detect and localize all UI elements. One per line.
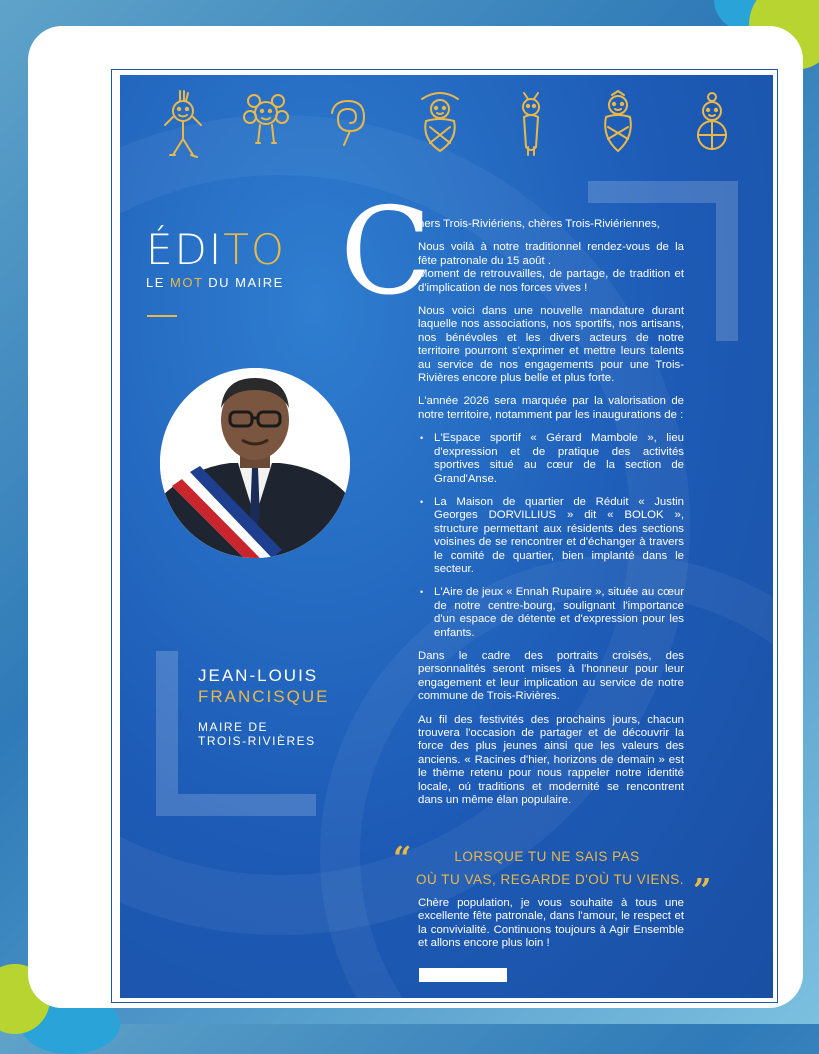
signature-placeholder bbox=[419, 968, 507, 982]
letter-paragraph: L'année 2026 sera marquée par la valorisation de notre territoire, notamment par les inaugurations de : bbox=[418, 395, 684, 421]
letter-paragraph: Nous voici dans une nouvelle mandature durant laquelle nos associations, nos sportifs, nos artisans, nos bénévoles et les divers acteurs de notre territoire pourront s'exprimer et mettre leurs talents au service de nos engagements pour une Trois-Rivières encore plus belle et plus forte. bbox=[418, 305, 684, 385]
letter-body bbox=[418, 218, 684, 817]
edito-subtitle: LE MOT DU MAIRE bbox=[146, 275, 284, 290]
letter-greeting: hers Trois-Riviériens, chères Trois-Riviériennes, bbox=[418, 218, 660, 230]
mayor-role: MAIRE DE bbox=[198, 720, 269, 734]
crowned-figure-icon bbox=[690, 87, 734, 161]
title-divider bbox=[147, 315, 177, 317]
letter-closing: Chère population, je vous souhaite à tous une excellente fête patronale, dans l'amour, le respect et la convivialité. Continuons toujours à Agir Ensemble et allons encore plus loin ! bbox=[418, 897, 684, 950]
mayor-last-name: FRANCISQUE bbox=[198, 687, 330, 706]
inauguration-list bbox=[418, 432, 684, 640]
mayor-portrait bbox=[160, 368, 350, 558]
list-item: • La Maison de quartier de Réduit « Justin Georges DORVILLIUS » dit « BOLOK », structure permettant aux résidents des sections voisines de se rencontrer et d'échanger à travers le comité de quartier, bien implanté dans le secteur. bbox=[432, 496, 684, 576]
flower-figure-icon bbox=[242, 87, 290, 157]
letter-paragraph: Nous voilà à notre traditionnel rendez-vous de la fête patronale du 15 août . bbox=[418, 241, 684, 267]
pull-quote-line-1: LORSQUE TU NE SAIS PAS bbox=[454, 849, 640, 864]
swaddled-figure-icon bbox=[598, 87, 638, 159]
drop-cap: C bbox=[340, 183, 432, 322]
mayor-town: TROIS-RIVIÈRES bbox=[198, 734, 316, 748]
letter-paragraph: Au fil des festivités des prochains jours, chacun trouvera l'occasion de partager et de découvrir la force des plus jeunes ainsi que les valeurs des anciens. « Racines d'hier, horizons de demain » est le thème retenu pour nous rappeler notre identité locale, oú traditions et modernité se rencontrent dans un même élan populaire. bbox=[418, 713, 684, 807]
decorative-icon-row bbox=[150, 87, 750, 167]
page-card bbox=[28, 26, 803, 1008]
list-item: • L'Aire de jeux « Ennah Rupaire », située au cœur de notre centre-bourg, soulignant l'importance d'un espace de détente et d'expression pour les enfants. bbox=[432, 586, 684, 640]
quote-open-mark: “ bbox=[393, 839, 412, 877]
letter-paragraph: Dans le cadre des portraits croisés, des personnalités seront mises à l'honneur pour leur engagement et leur implication au service de notre commune de Trois-Rivières. bbox=[418, 649, 684, 703]
mayor-first-name: JEAN-LOUIS bbox=[198, 666, 319, 685]
letter-paragraph: Moment de retrouvailles, de partage, de tradition et d'implication de nos forces vives ! bbox=[418, 268, 684, 294]
edito-title: ÉDITO bbox=[146, 225, 286, 274]
standing-figure-icon bbox=[514, 87, 548, 161]
list-item: • L'Espace sportif « Gérard Mambole », lieu d'expression et de pratique des activités sportives situé au cœur de la section de Grand'Anse. bbox=[432, 432, 684, 486]
dancing-figure-icon bbox=[160, 87, 206, 163]
quote-close-mark: ” bbox=[693, 871, 712, 909]
spiral-icon bbox=[330, 87, 370, 157]
edito-panel bbox=[120, 75, 773, 998]
basket-figure-icon bbox=[416, 87, 464, 159]
pull-quote-line-2: OÙ TU VAS, REGARDE D'OÙ TU VIENS. bbox=[415, 872, 685, 887]
